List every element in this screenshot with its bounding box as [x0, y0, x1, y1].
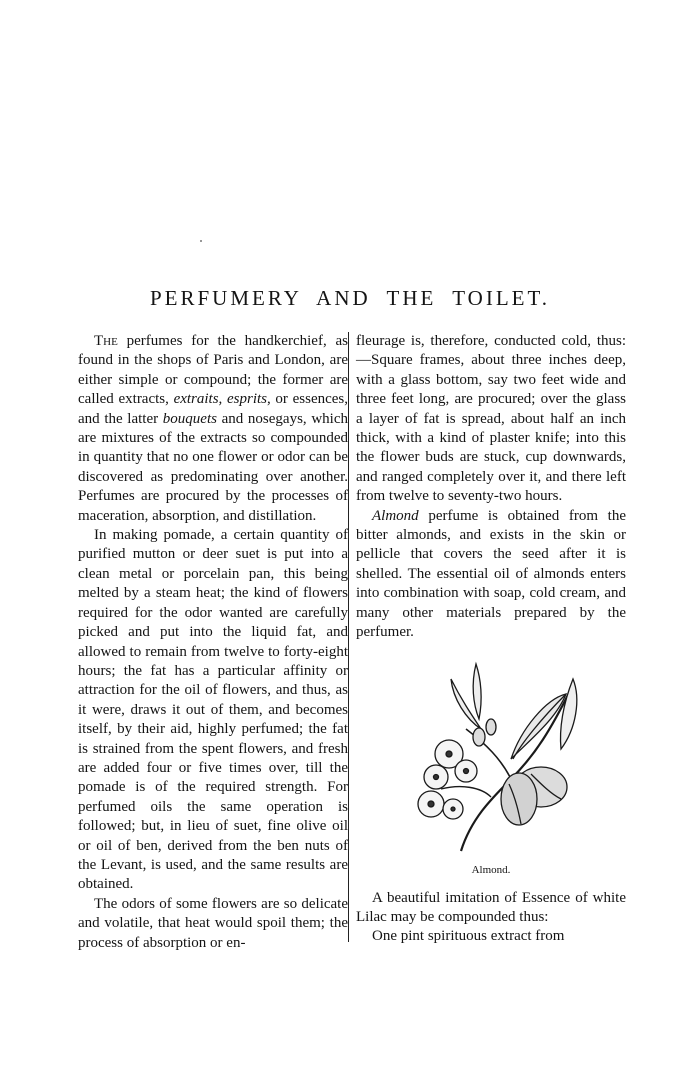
paragraph-text: and nosegays, which are mixtures of the extracts so compounded in quantity that no one flower or odor can be discovered as predominating over another. Perfumes are procured by the processes of maceration, absorption, and distillation. — [78, 410, 348, 524]
paragraph-one-pint: One pint spirituous extract from — [372, 928, 565, 945]
paragraph-text: perfume is obtained from the bitter almonds, and exists in the skin or pellicle that covers the seed after it is shelled. The essential oil of almonds enters into combination with soap, cold cream, and many other materials prepared by the perfumer. — [356, 507, 626, 641]
paragraph-perfumes-intro — [78, 332, 348, 526]
left-column — [78, 332, 348, 953]
paragraph-text: perfumes for the handkerchief, as found in the shops of Paris and London, are either simple or compound; the former are called extracts, — [78, 333, 348, 408]
page-title: PERFUMERY AND THE TOILET. — [149, 286, 551, 310]
paragraph-text: , or essences, and the latter — [78, 391, 349, 427]
italic-term: bouquets — [162, 410, 217, 427]
almond-figure — [356, 659, 626, 889]
dropword: The — [94, 333, 118, 349]
stray-mark — [200, 240, 202, 242]
right-column — [356, 332, 626, 947]
paragraph-enfleurage: fleurage is, therefore, conducted cold, thus:—Square frames, about three inches deep, with a glass bottom, say two feet wide and three feet long, are procured; over the glass a layer of fat is spread, about half an inch thick, with a kind of plaster knife; into this the flower buds are stuck, cup downwards, and ranged completely over it, and there left from twelve to seventy-two hours. — [356, 333, 626, 505]
paragraph-pomade: In making pomade, a certain quantity of purified mutton or deer suet is put into a clean metal or porcelain pan, this being melted by a steam heat; the kind of flowers required for the odor wanted are carefully picked and put into the liquid fat, and allowed to remain from twelve to forty-eight hours; the fat has a particular affinity or attraction for the oil of flowers, and thus, as it were, draws it out of them, and becomes itself, by their aid, highly perfumed; the fat is strained from the spent flowers, and fresh are added four or five times over, till the pomade is of the required strength. For perfumed oils the same operation is followed; but, in lieu of suet, fine olive oil or oil of ben, derived from the ben nuts of the Levant, is used, and the same results are obtained. — [78, 527, 348, 893]
paragraph-almond — [356, 507, 626, 643]
paragraph-odors: The odors of some flowers are so delicate and volatile, that heat would spoil them; the process of absorption or en- — [78, 895, 348, 951]
paragraph-lilac: A beautiful imitation of Essence of white Lilac may be compounded thus: — [356, 889, 626, 925]
italic-term: Almond — [372, 507, 419, 524]
almond-branch-illustration — [391, 659, 591, 854]
figure-caption: Almond. — [471, 863, 511, 876]
italic-term: extraits, esprits — [173, 391, 267, 408]
column-divider — [348, 332, 349, 942]
